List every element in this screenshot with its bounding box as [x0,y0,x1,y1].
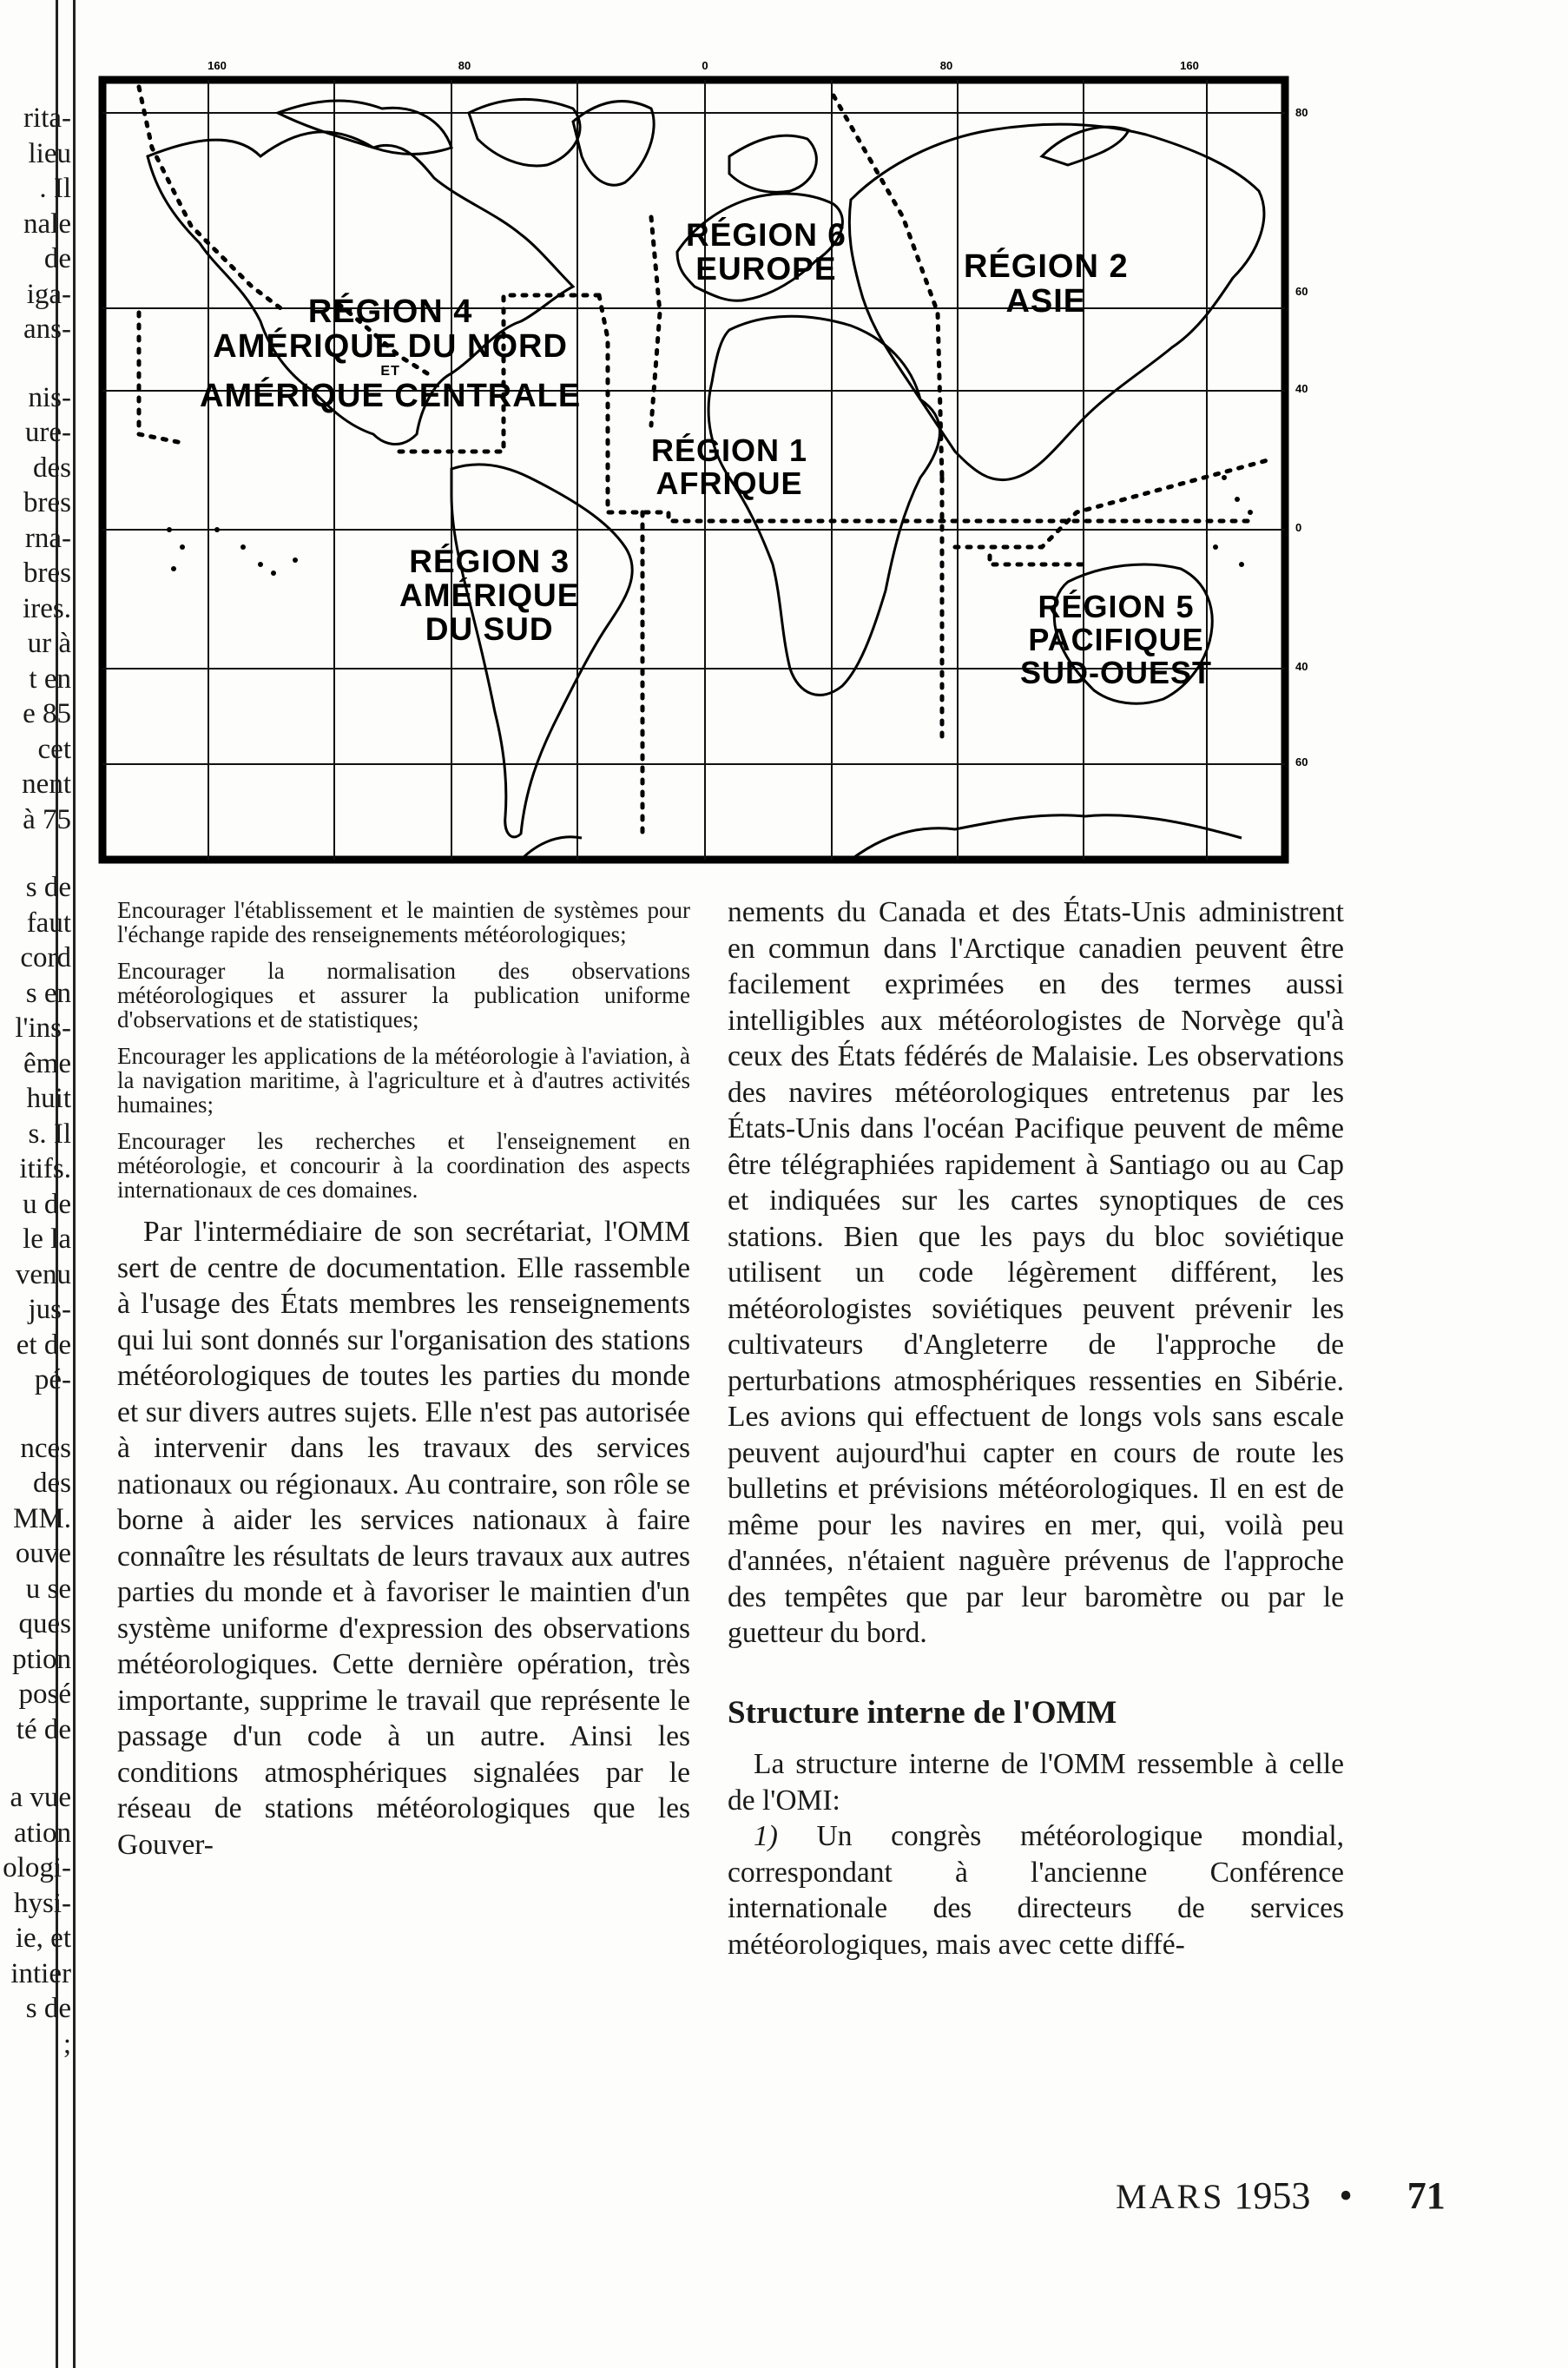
region-name: RÉGION 5 [1038,589,1195,624]
margin-fragment: s de [25,1993,71,2024]
region-3-label [399,545,579,647]
region-area: AFRIQUE [656,465,803,501]
margin-fragment: ans- [23,313,71,345]
right-text-column [728,894,1344,1962]
margin-fragment: faut [26,907,71,939]
margin-fragment: MM. [13,1502,71,1534]
margin-fragment: a vue [10,1782,71,1813]
margin-fragment: cet [37,733,71,765]
region-name: RÉGION 2 [964,248,1129,285]
objective-item: Encourager les applications de la météorologie à l'aviation, à la navigation maritime, à l'agriculture et à d'autres activités humaines; [117,1043,690,1118]
margin-fragment: rna- [24,522,71,554]
page-footer [1116,2173,1446,2218]
list-text: Un congrès météorologique mondial, correspondant à l'ancienne Conférence internationale des directeurs de services météorologiques, mais avec cette diffé- [728,1820,1344,1961]
latitude-label: 60 [1295,755,1308,768]
margin-fragment: e 85 [23,698,71,729]
margin-fragment: venu [15,1258,71,1290]
body-paragraph [728,1818,1344,1962]
region-4-label [200,295,581,413]
latitude-label: 60 [1295,285,1308,298]
margin-fragment: nces [20,1432,71,1464]
objective-item: Encourager la normalisation des observations météorologiques et assurer la publication uniforme d'observations et de statistiques; [117,958,690,1032]
body-paragraph: Par l'intermédiaire de son secrétariat, l'OMM sert de centre de documentation. Elle rassemble à l'usage des États membres les renseignements qui lui sont donnés sur l'organisation des stations météorologiques de toutes les parties du monde et sur divers autres sujets. Elle n'est pas autorisée à intervenir dans les travaux des services nationaux ou régionaux. Au contraire, son rôle se borne à aider les services nationaux à faire connaître les résultats de leurs travaux aux autres parties du monde et à favoriser le maintien d'un système uniforme d'expression des observations météorologiques. Cette dernière opération, très importante, supprime le travail que représente le passage d'un code à un autre. Ainsi les conditions atmosphériques signalées par le réseau de stations météorologiques que les Gouver- [117,1216,690,1861]
left-text-column [117,898,690,1863]
body-paragraph: La structure interne de l'OMM ressemble à celle de l'OMI: [728,1748,1344,1817]
margin-fragment: iga- [26,278,71,310]
footer-month: MARS [1116,2177,1225,2216]
margin-fragment: rita- [23,102,71,134]
region-name: RÉGION 4 [307,294,473,330]
longitude-label: 80 [939,59,953,72]
margin-fragment: ques [18,1608,71,1639]
region-area: ET [380,363,400,379]
margin-fragment: huit [26,1083,71,1114]
margin-fragment: u de [23,1188,71,1220]
margin-fragment: ur à [27,628,71,659]
margin-fragment: ême [23,1047,71,1079]
margin-fragment: des [33,452,71,484]
objective-item: Encourager les recherches et l'enseignement en météorologie, et concourir à la coordination des aspects internationaux de ces domaines. [117,1128,690,1203]
region-area: EUROPE [695,250,837,287]
region-2-label [964,250,1129,320]
margin-fragment: des [33,1468,71,1499]
margin-fragment: à 75 [23,803,71,835]
margin-fragment: le la [23,1224,71,1255]
footer-separator: • [1339,2174,1353,2217]
latitude-label: 80 [1295,106,1308,119]
margin-fragment: cord [20,942,71,973]
margin-fragment: nent [22,768,71,800]
margin-fragment: s en [25,977,71,1009]
region-area: AMÉRIQUE [399,577,580,613]
margin-fragment: et de [16,1329,71,1361]
region-1-label [651,434,807,500]
margin-fragment: ie, et [15,1923,71,1954]
body-paragraph: nements du Canada et des États-Unis administrent en commun dans l'Arctique canadien peuvent être facilement exprimées en des termes aussi intelligibles aux météorologistes de Norvège qu'à ceux des États fédérés de Malaisie. Les observations des navires météorologiques entretenus par les États-Unis dans l'océan Pacifique peuvent de même être télégraphiées rapidement à Santiago ou au Cap et indiquées sur les cartes synoptiques de ces stations. Bien que les pays du bloc soviétique utilisent un code légèrement différent, les météorologistes soviétiques peuvent prévenir les cultivateurs d'Angleterre de l'approche de perturbations atmosphériques ressenties en Sibérie. Les avions qui effectuent de longs vols sans escale peuvent aujourd'hui capter en cours de route les bulletins et prévisions météorologiques. Il en est de même pour les navires en mer, qui, voilà peu d'années, n'étaient naguère prévenus de l'approche des tempêtes que par leur baromètre ou par le guetteur du bord. [728,896,1344,1649]
margin-fragment: s. Il [28,1118,71,1150]
longitude-label: 160 [1180,59,1199,72]
latitude-label: 40 [1295,382,1308,395]
margin-fragment: ires. [23,592,71,624]
margin-fragment: ation [14,1817,71,1849]
margin-fragment: jus- [28,1294,71,1325]
margin-fragment: s de [25,872,71,903]
margin-fragment: itifs. [19,1153,71,1184]
margin-fragment: hysi- [14,1887,71,1919]
margin-fragment: posé [18,1679,71,1710]
margin-fragment: ologi- [3,1852,71,1883]
margin-fragment: nis- [28,381,71,413]
region-5-label [1020,590,1212,689]
margin-fragment: ; [63,2028,71,2060]
longitude-label: 80 [458,59,471,72]
footer-year: 1953 [1234,2174,1311,2217]
margin-fragment: ure- [24,417,71,448]
objective-item: Encourager l'établissement et le maintien de systèmes pour l'échange rapide des renseignements météorologiques; [117,897,690,947]
region-6-label [686,219,847,287]
margin-fragment: pé- [34,1364,71,1395]
margin-fragment: intier [10,1957,71,1989]
region-area: DU SUD [425,610,554,647]
margin-fragments [0,0,87,2368]
region-name: RÉGION 1 [651,432,808,468]
region-area: PACIFIQUE [1028,621,1204,657]
region-area: AMÉRIQUE CENTRALE [200,377,582,414]
margin-fragment: nale [23,208,71,240]
margin-fragment: t en [29,663,71,695]
wmo-regions-map [87,26,1337,868]
margin-fragment: bres [23,557,71,589]
page-number: 71 [1407,2174,1446,2217]
section-heading: Structure interne de l'OMM [728,1694,1117,1731]
region-name: RÉGION 3 [409,544,570,579]
margin-fragment: . Il [39,173,71,204]
margin-fragment: de [43,243,71,274]
longitude-label: 0 [702,59,708,72]
margin-fragment: bres [23,487,71,518]
latitude-label: 40 [1295,660,1308,673]
margin-fragment: lieu [28,137,71,169]
longitude-label: 160 [208,59,227,72]
latitude-label: 0 [1295,521,1302,534]
region-name: RÉGION 6 [686,217,847,253]
region-area: AMÉRIQUE DU NORD [213,327,568,365]
margin-fragment: l'ins- [15,1013,71,1044]
margin-fragment: u se [25,1573,71,1605]
margin-fragment: ption [12,1643,71,1675]
list-number: 1) [754,1820,778,1852]
margin-fragment: ouve [15,1538,71,1569]
margin-fragment: té de [16,1713,71,1745]
region-area: ASIE [1005,282,1087,320]
region-area: SUD-OUEST [1020,654,1213,690]
